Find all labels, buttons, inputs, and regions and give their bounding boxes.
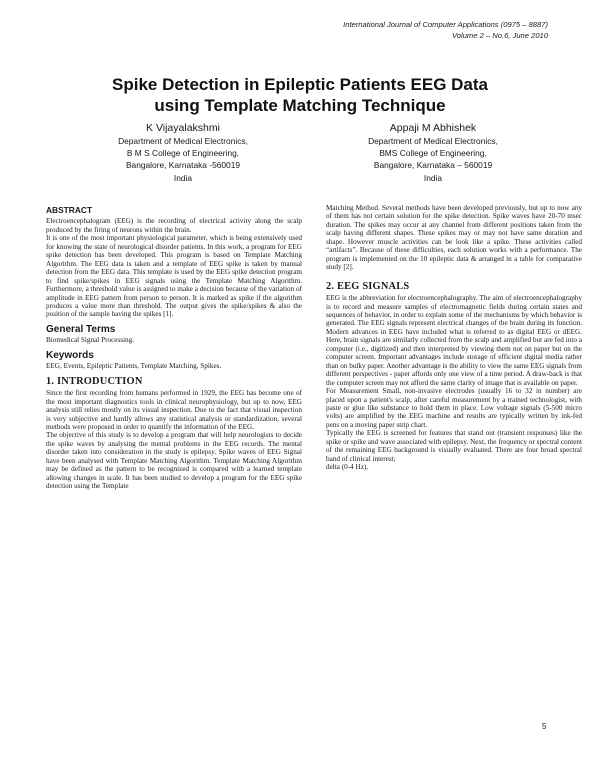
left-column <box>46 206 302 491</box>
journal-header <box>343 20 548 41</box>
eeg-paragraph: Typically the EEG is screened for features that stand out (transient responses) like the spike or spike and wave associated with epilepsy. Next, the frequency or spectral content of the remaining EEG background is visually evaluated. There are four broad spectral band of clinical interest; <box>326 429 582 463</box>
author-country: India <box>423 172 443 183</box>
abstract-paragraph: Electroencephalogram (EEG) is the recording of electrical activity along the scalp produced by the firing of neurons within the brain. <box>46 217 302 234</box>
journal-volume: Volume 2 – No.6, June 2010 <box>452 30 548 40</box>
paper-title <box>40 74 560 116</box>
general-terms-heading: General Terms <box>46 323 116 335</box>
abstract-heading: ABSTRACT <box>46 205 93 215</box>
keywords-text: EEG, Events, Epileptic Patients, Template Matching, Spikes. <box>46 362 222 371</box>
eeg-paragraph: EEG is the abbreviation for electroencephalography. The aim of electroencephalography is to record and measure samples of electromagnetic fields during certain states and sequences of behavior, in order to explain some of the mechanisms by which behavior is generated. The EEG signals represent electrical changes of the brain during its function. Modern advances in EEG have included what is referred to as digital EEG or dEEG. Here, brain signals are similarly collected from the scalp and amplified but are fed into a computer (i.e., digitized) and then interpreted by viewing them not on paper but on the computer screen. Important advantages include storage of efficient digital media rather than on bulky paper. Another advantage is the ability to view the same EEG signals from different perspectives - paper affords only one view of a time period. A draw-back is that the computer screen may not afford the same clarity of image that is available on paper. <box>326 294 582 387</box>
author-college: B M S College of Engineering, <box>126 148 240 159</box>
author-dept: Department of Medical Electronics, <box>118 136 248 146</box>
keywords-heading: Keywords <box>46 349 94 361</box>
introduction-paragraph: The objective of this study is to develop a program that will help neurologists to decide the spike waves by analysing the mental problems in the EEG records. The mental disorder taken into consideration in the study is epilepsy. Spike waves of EEG Signal have been analysed with Template Matching Algorithm. Template Matching Algorithm may be defined as the pattern to be recognized is compared with a learned template allowing changes in scale. It has been studied to develop a program for the EEG spike detection using the Template <box>46 431 302 491</box>
author-block-2 <box>318 122 548 184</box>
journal-name: International Journal of Computer Applications (0975 – 8887) <box>343 20 548 29</box>
right-column <box>326 204 582 472</box>
author-dept: Department of Medical Electronics, <box>368 136 498 146</box>
page-number: 5 <box>542 722 547 731</box>
eeg-paragraph: For Measurement Small, non-invasive electrodes (usually 16 to 32 in number) are placed upon a patient's scalp, after careful measurement by a trained technologist, with paste or glue like substance to hold them in place. Low voltage signals (5-500 micro volts) are amplified by the EEG machine and results are typically written by ink-fed pens on a moving paper strip chart. <box>326 387 582 429</box>
introduction-heading: 1. INTRODUCTION <box>46 375 143 387</box>
author-country: India <box>173 172 193 183</box>
eeg-paragraph: delta (0-4 Hz), <box>326 463 369 472</box>
introduction-paragraph: Since the first recording from humans performed in 1929, the EEG has become one of the most important diagnostics tools in clinical neurophysiology, but up to now, EEG analysis still relies mostly on its visual inspection. Due to the fact that visual inspection is very subjective and hardly allows any statistical analysis or standardization, several methods were proposed in order to quantify the information of the EEG. <box>46 389 302 431</box>
general-terms-text: Biomedical Signal Processing. <box>46 336 135 345</box>
author-city: Bangalore, Karnataka – 560019 <box>373 160 493 171</box>
author-block-1 <box>68 122 298 184</box>
title-line-2: using Template Matching Technique <box>154 96 446 115</box>
author-college: BMS College of Engineering, <box>379 148 487 159</box>
author-city: Bangalore, Karnataka -560019 <box>125 160 241 171</box>
introduction-paragraph: Matching Method. Several methods have been developed previously, but up to now any of them has not certain solution for the spike detection. Spike waves have 20-70 msec duration. The spikes may occur at any channel from different positions taken from the scalp having different shapes. These spikes may or may not have same duration and shape. However muscle activities can be look like a spike. These activities called “artifacts”. Because of these difficulties, each solution works with a performance. The program is implemented on the 10 epileptic data & arranged in a table for comparative study [2]. <box>326 204 582 272</box>
eeg-signals-heading: 2. EEG SIGNALS <box>326 280 410 292</box>
author-name: K Vijayalakshmi <box>146 122 220 134</box>
author-name: Appaji M Abhishek <box>389 122 477 134</box>
abstract-paragraph: It is one of the most important physiological parameter, which is being extensively used for knowing the state of neurological disorder patients. In this work, a program for EEG spike detection has been developed. This program is based on Template Matching Algorithm. The EEG data is taken and a template of EEG spike is taken by manual detection from the EEG data. This template is used by the EEG spike detection program to find spike/spikes in EEG signals using the Template Matching Algorithm. Furthermore, a threshold value is assigned to make a decision because of the variation of amplitude in EEG pattern from person to person. It is marked as spike if the algorithm produces a value more than threshold. The output gives the spike/spikes & also the position of the sample having the spikes [1]. <box>46 234 302 319</box>
title-line-1: Spike Detection in Epileptic Patients EEG Data <box>112 75 488 94</box>
